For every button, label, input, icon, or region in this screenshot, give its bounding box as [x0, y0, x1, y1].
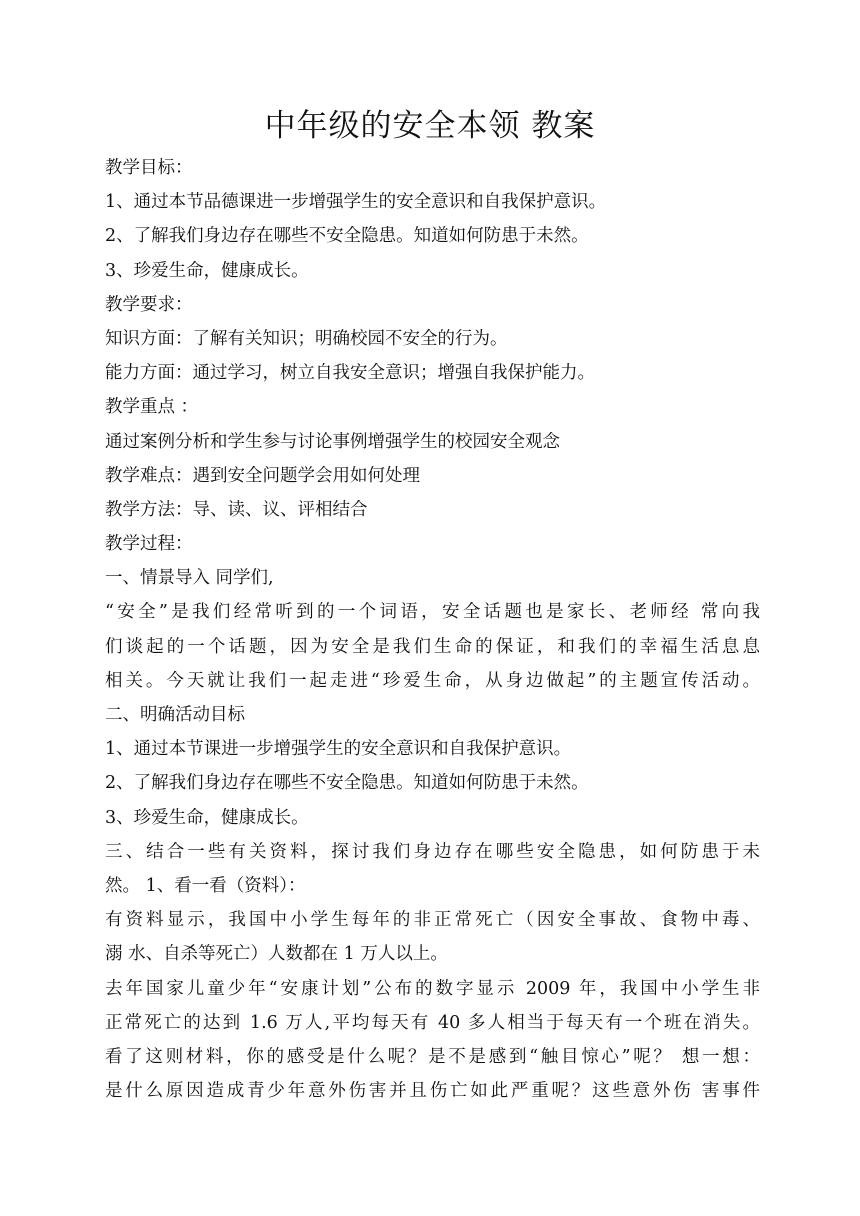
- text-line: 二、明确活动目标: [105, 705, 245, 725]
- text-line: 一、情景导入 同学们,: [105, 568, 274, 589]
- text-line: 知识方面：了解有关知识；明确校园不安全的行为。: [105, 328, 508, 349]
- text-line: 1、通过本节课进一步增强学生的安全意识和自我保护意识。: [105, 739, 572, 760]
- text-line: 3、珍爱生命，健康成长。: [105, 260, 309, 281]
- text-line: 教学方法：导、读、议、评相结合: [105, 499, 368, 520]
- text-line: 正常死亡的达到 1.6 万人,平均每天有 40 多人相当于每天有一个班在消失。: [105, 1012, 760, 1033]
- text-line: 溺 水、自杀等死亡）人数都在 1 万人以上。: [105, 944, 448, 965]
- text-line: 教学重点 ：: [105, 397, 199, 418]
- text-line: 教学要求：: [105, 294, 193, 315]
- text-line: “安全”是我们经常听到的一个词语，安全话题也是家长、老师经 常向我: [105, 602, 760, 623]
- text-line: 3、珍爱生命，健康成长。: [105, 807, 309, 828]
- text-line: 教学过程：: [105, 534, 193, 555]
- text-line: 1、通过本节品德课进一步增强学生的安全意识和自我保护意识。: [105, 192, 607, 213]
- text-line: 教学难点：遇到安全问题学会用如何处理: [105, 465, 420, 486]
- text-line: 教学目标：: [105, 158, 193, 178]
- text-line: 有资料显示，我国中小学生每年的非正常死亡（因安全事故、食物中毒、: [105, 910, 760, 931]
- text-line: 看了这则材料，你的感受是什么呢？是不是感到“触目惊心”呢？ 想一想：: [105, 1046, 760, 1067]
- text-line: 2、了解我们身边存在哪些不安全隐患。知道如何防患于未然。: [105, 773, 589, 794]
- text-line: 三、结合一些有关资料，探讨我们身边存在哪些安全隐患，如何防患于未: [105, 841, 760, 862]
- text-line: 们谈起的一个话题，因为安全是我们生命的保证，和我们的幸福生活息息: [105, 636, 760, 657]
- text-line: 通过案例分析和学生参与讨论事例增强学生的校园安全观念: [105, 431, 560, 452]
- text-line: 能力方面：通过学习，树立自我安全意识；增强自我保护能力。: [105, 363, 595, 384]
- text-line: 是什么原因造成青少年意外伤害并且伤亡如此严重呢？这些意外伤 害事件: [105, 1081, 760, 1102]
- text-line: 相关。今天就让我们一起走进“珍爱生命，从身边做起”的主题宣传活动。: [105, 670, 760, 691]
- document-body: [105, 151, 765, 1108]
- text-line: 去年国家儿童少年“安康计划”公布的数字显示 2009 年，我国中小学生非: [105, 978, 760, 999]
- text-line: 然。 1、看一看（资料）：: [105, 875, 306, 896]
- document-title: 中年级的安全本领 教案: [264, 108, 596, 144]
- text-line: 2、了解我们身边存在哪些不安全隐患。知道如何防患于未然。: [105, 226, 589, 247]
